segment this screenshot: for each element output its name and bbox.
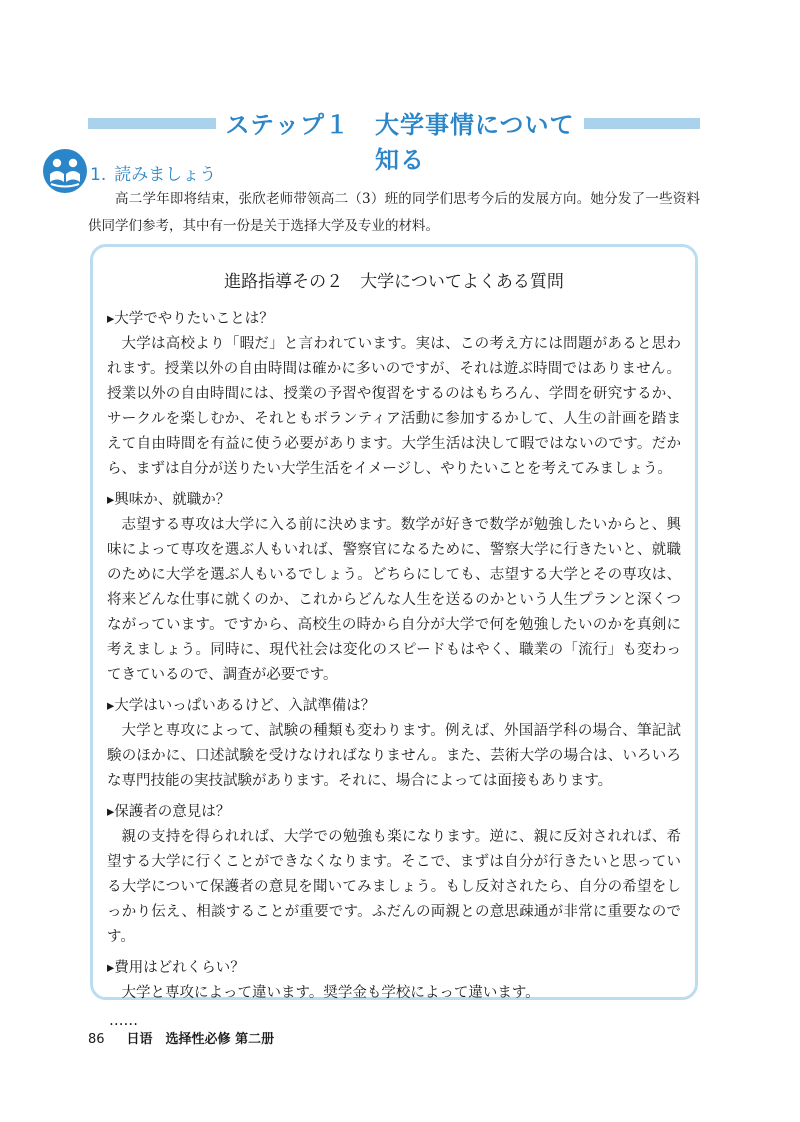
- reading-people-icon: [42, 148, 88, 194]
- answer: 親の支持を得られれば、大学での勉強も楽になります。逆に、親に反対されれば、希望する大学に行くことができなくなります。そこで、まずは自分が行きたいと思っている大学について保護者の意見を聞いてみましょう。もし反対されたら、自分の希望をしっかり伝え、相談することが重要です。ふだんの両親との意思疎通が非常に重要なのです。: [107, 829, 681, 945]
- page-footer: [88, 1028, 274, 1047]
- intro-paragraph: 高二学年即将结束，张欣老师带领高二（3）班的同学们思考今后的发展方向。她分发了一些资料供同学们参考，其中有一份是关于选择大学及专业的材料。: [88, 191, 700, 234]
- title-bar-left: [88, 118, 216, 129]
- question: ▸保護者の意見は？: [107, 804, 231, 820]
- answer: 志望する専攻は大学に入る前に決めます。数学が好きで数学が勉強したいからと、興味によって専攻を選ぶ人もいれば、警察官になるために、警察大学に行きたいと、就職のために大学を選ぶ人もいるでしょう。どちらにしても、志望する大学とその専攻は、将来どんな仕事に就くのか、これからどんな人生を送るのかという人生プランと深くつながっています。ですから、高校生の時から自分が大学で何を勉強したいのかを真剣に考えましょう。同時に、現代社会は変化のスピードもはやく、職業の「流行」も変わってきているので、調査が必要です。: [107, 517, 681, 683]
- page-title: ステップ１ 大学事情について知る: [225, 110, 575, 174]
- answer: 大学と専攻によって違います。奨学金も学校によって違います。: [121, 985, 540, 1001]
- page-number: 86: [88, 1032, 105, 1047]
- reading-title: 進路指導その２ 大学についてよくある質問: [224, 272, 564, 292]
- section-heading: [90, 160, 216, 185]
- qa-item: [107, 693, 681, 794]
- section-heading-text: 読みましょう: [114, 165, 217, 185]
- reading-box: [90, 244, 698, 1029]
- question: ▸費用はどれくらい？: [107, 960, 245, 976]
- answer: 大学は高校より「暇だ」と言われています。実は、この考え方には問題があると思われます。授業以外の自由時間は確かに多いのですが、それは遊ぶ時間ではありません。授業以外の自由時間には、授業の予習や復習をするのはもちろん、学問を研究するか、サークルを楽しむか、それともボランティア活動に参加するかして、人生の計画を踏まえて自由時間を有益に使う必要があります。大学生活は決して暇ではないのです。だから、まずは自分が送りたい大学生活をイメージし、やりたいことを考えてみましょう。: [107, 336, 681, 477]
- question: ▸大学はいっぱいあるけど、入試準備は？: [107, 698, 376, 714]
- qa-item: [107, 955, 681, 1006]
- question: ▸大学でやりたいことは？: [107, 311, 274, 327]
- qa-item: [107, 799, 681, 950]
- qa-item: [107, 487, 681, 688]
- title-bar-right: [584, 118, 700, 129]
- book-title: 日语 选择性必修 第二册: [126, 1032, 275, 1047]
- question: ▸興味か、就職か？: [107, 492, 231, 508]
- continuation-ellipsis: ……: [109, 1013, 138, 1029]
- answer: 大学と専攻によって、試験の種類も変わります。例えば、外国語学科の場合、筆記試験のほかに、口述試験を受けなければなりません。また、芸術大学の場合は、いろいろな専門技能の実技試験があります。それに、場合によっては面接もあります。: [107, 723, 681, 789]
- section-number: 1.: [90, 165, 107, 185]
- qa-item: [107, 306, 681, 482]
